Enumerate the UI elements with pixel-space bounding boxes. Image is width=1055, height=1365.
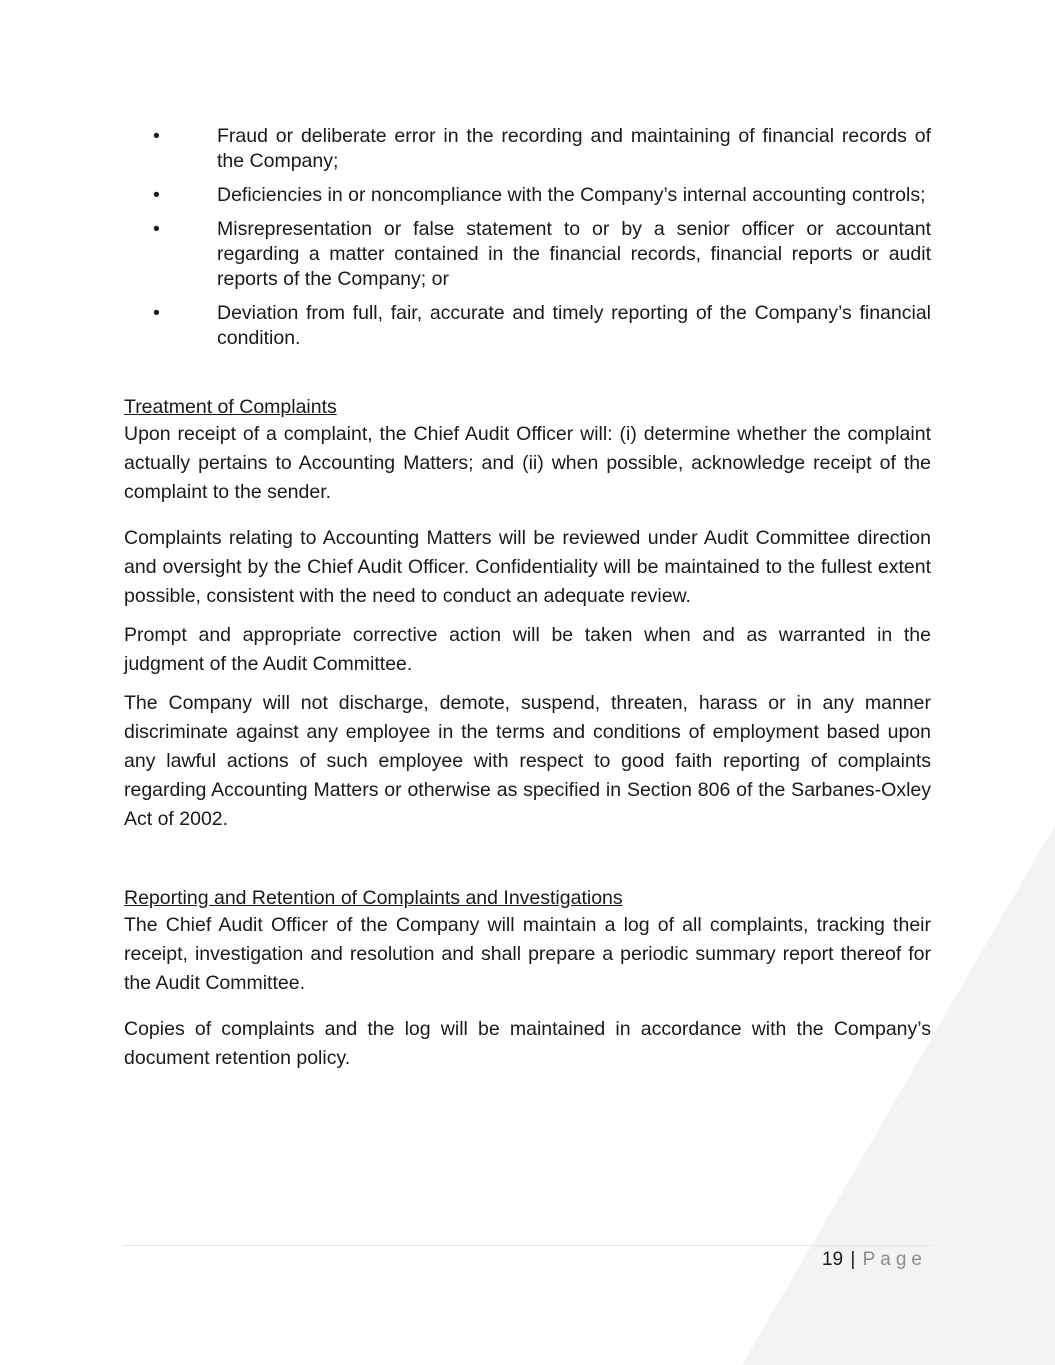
bullet-icon: • [153, 218, 160, 240]
paragraph: The Company will not discharge, demote, suspend, threaten, harass or in any manner discriminate against any employee in the terms and conditions of employment based upon any lawful actions of such employee with respect to good faith reporting of complaints regarding Accounting Matters or otherwise as specified in Section 806 of the Sarbanes-Oxley Act of 2002. [124, 692, 931, 830]
section-heading: Reporting and Retention of Complaints and Investigations [124, 887, 623, 909]
page-separator: | [850, 1249, 856, 1270]
list-item [124, 183, 931, 208]
paragraph: Upon receipt of a complaint, the Chief Audit Officer will: (i) determine whether the complaint actually pertains to Accounting Matters; and (ii) when possible, acknowledge receipt of the complaint to the sender. [124, 423, 931, 503]
list-item [124, 124, 931, 174]
paragraph: The Chief Audit Officer of the Company will maintain a log of all complaints, tracking their receipt, investigation and resolution and shall prepare a periodic summary report thereof for the Audit Committee. [124, 914, 931, 994]
bullet-text: Misrepresentation or false statement to or by a senior officer or accountant regarding a matter contained in the financial records, financial reports or audit reports of the Company; or [217, 218, 931, 290]
paragraph: Copies of complaints and the log will be maintained in accordance with the Company’s document retention policy. [124, 1018, 931, 1069]
footer-divider [122, 1245, 932, 1246]
bullet-list [124, 124, 931, 351]
page-number: 19 [821, 1249, 844, 1270]
paragraph: Prompt and appropriate corrective action will be taken when and as warranted in the judgment of the Audit Committee. [124, 624, 931, 675]
bullet-icon: • [153, 125, 160, 147]
bullet-icon: • [153, 184, 160, 206]
list-item [124, 301, 931, 351]
document-body [124, 124, 931, 1083]
section-heading: Treatment of Complaints [124, 396, 337, 418]
page-footer [822, 1247, 927, 1272]
paragraph: Complaints relating to Accounting Matters will be reviewed under Audit Committee direction and oversight by the Chief Audit Officer. Confidentiality will be maintained to the fullest extent possible, consistent with the need to conduct an adequate review. [124, 527, 931, 607]
section-treatment-of-complaints [124, 395, 931, 834]
bullet-text: Fraud or deliberate error in the recording and maintaining of financial records of the Company; [217, 125, 931, 172]
bullet-text: Deficiencies in or noncompliance with the Company’s internal accounting controls; [217, 184, 926, 206]
page-label: Page [862, 1249, 927, 1270]
section-reporting-and-retention [124, 886, 931, 1073]
bullet-icon: • [153, 302, 160, 324]
list-item [124, 217, 931, 292]
bullet-text: Deviation from full, fair, accurate and timely reporting of the Company’s financial condition. [217, 302, 931, 349]
